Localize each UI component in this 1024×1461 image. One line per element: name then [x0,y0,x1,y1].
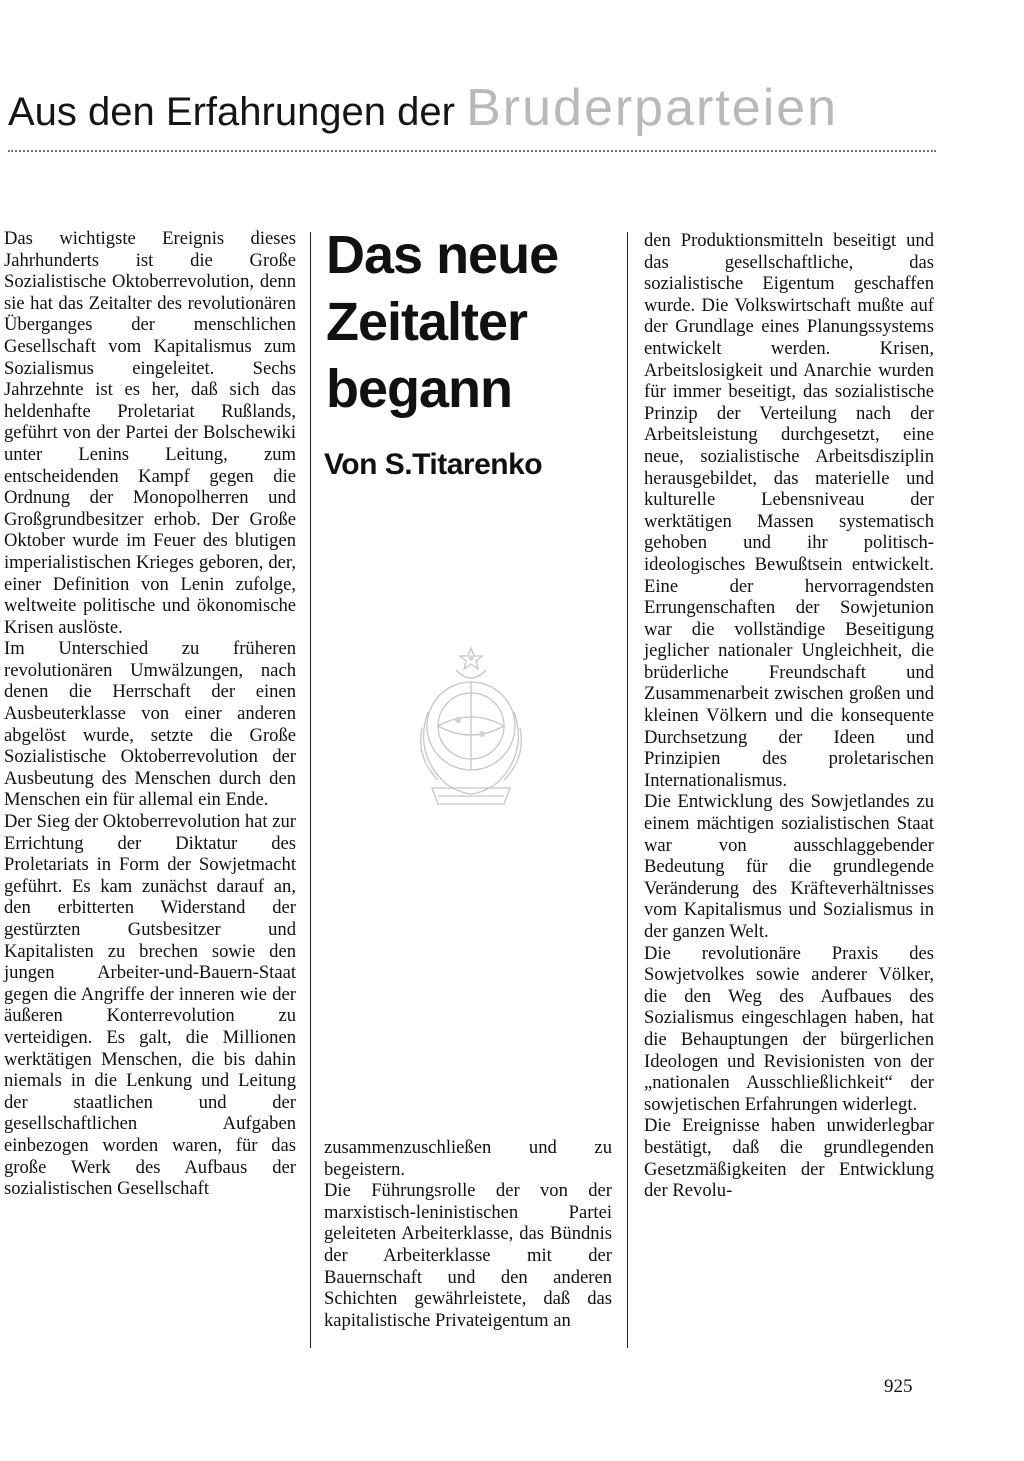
page-number: 925 [884,1376,913,1397]
paragraph: Die Führungsrolle der von der marxistisch-leninistischen Partei geleiteten Arbeiterklasse, das Bündnis der Arbeiterklasse mit der Bauernschaft und den anderen Schichten gewährleistete, daß das kapitalistische Privateigentum an [324,1180,612,1331]
paragraph: zusammenzuschließen und zu begeistern. [324,1137,612,1180]
section-header-faded-text: Bruderparteien [466,79,839,137]
article-column-1 [4,228,296,1200]
column-divider [627,232,628,1348]
section-header-text: Aus den Erfahrungen der [8,90,455,134]
paragraph: Die Ereignisse haben unwiderlegbar bestätigt, daß die grundlegenden Gesetzmäßigkeiten der Entwicklung der Revolu- [644,1115,934,1202]
paragraph: Im Unterschied zu früheren revolutionären Umwälzungen, nach denen die Herrschaft der einen Ausbeuterklasse von einer anderen abgelöst wurde, setzte die Große Sozialistische Oktoberrevolution der Ausbeutung des Menschen durch den Menschen ein für allemal ein Ende. [4,638,296,811]
state-emblem-icon [386,642,556,820]
column-divider [310,232,311,1348]
paragraph: Die revolutionäre Praxis des Sowjetvolkes sowie anderer Völker, die den Weg des Aufbaues des Sozialismus eingeschlagen haben, hat die Behauptungen der bürgerlichen Ideologen und Revisionisten von der „nationalen Ausschließlichkeit“ der sowjetischen Erfahrungen widerlegt. [644,942,934,1115]
article-column-3 [644,230,934,1202]
article-title: Das neue Zeitalter begann [326,225,559,419]
article-column-2 [324,1137,612,1331]
paragraph: Das wichtigste Ereignis dieses Jahrhunderts ist die Große Sozialistische Oktoberrevolution, denn sie hat das Zeitalter des revolutionären Überganges der menschlichen Gesellschaft vom Kapitalismus zum Sozialismus eingeleitet. Sechs Jahrzehnte ist es her, daß sich das heldenhafte Proletariat Rußlands, geführt von der Partei der Bolschewiki unter Lenins Leitung, zum entscheidenden Kampf gegen die Ordnung der Monopolherren und Großgrundbesitzer erhob. Der Große Oktober wurde im Feuer des blutigen imperialistischen Krieges geboren, der, einer Definition von Lenin zufolge, weltweite politische und ökonomische Krisen auslöste. [4,228,296,638]
header-divider [8,150,936,152]
paragraph: Die Entwicklung des Sowjetlandes zu einem mächtigen sozialistischen Staat war von ausschlaggebender Bedeutung für die grundlegende Veränderung des Kräfteverhältnisses vom Kapitalismus und Sozialismus in der ganzen Welt. [644,791,934,942]
paragraph: Der Sieg der Oktoberrevolution hat zur Errichtung der Diktatur des Proletariats in Form der Sowjetmacht geführt. Es kam zunächst darauf an, den erbitterten Widerstand der gestürzten Gutsbesitzer und Kapitalisten zu brechen sowie den jungen Arbeiter-und-Bauern-Staat gegen die Angriffe der inneren wie der äußeren Konterrevolution zu verteidigen. Es galt, die Millionen werktätigen Menschen, die bis dahin niemals in die Lenkung und Leitung der staatlichen und der gesellschaftlichen Aufgaben einbezogen worden waren, für das große Werk des Aufbaus der sozialistischen Gesellschaft [4,811,296,1200]
section-header [8,78,938,138]
article-byline: Von S.Titarenko [324,448,543,481]
paragraph: den Produktionsmitteln beseitigt und das gesellschaftliche, das sozialistische Eigentum geschaffen wurde. Die Volkswirtschaft mußte auf der Grundlage eines Planungssystems entwickelt werden. Krisen, Arbeitslosigkeit und Anarchie wurden für immer beseitigt, das sozialistische Prinzip der Verteilung nach der Arbeitsleistung durchgesetzt, eine neue, sozialistische Arbeitsdisziplin herausgebildet, das materielle und kulturelle Lebensniveau der werktätigen Massen systematisch gehoben und ihr politisch-ideologisches Bewußtsein entwickelt. Eine der hervorragendsten Errungenschaften der Sowjetunion war die vollständige Beseitigung jeglicher nationaler Ungleichheit, die brüderliche Freundschaft und Zusammenarbeit zwischen großen und kleinen Völkern und die konsequente Durchsetzung der Ideen und Prinzipien des proletarischen Internationalismus. [644,230,934,791]
